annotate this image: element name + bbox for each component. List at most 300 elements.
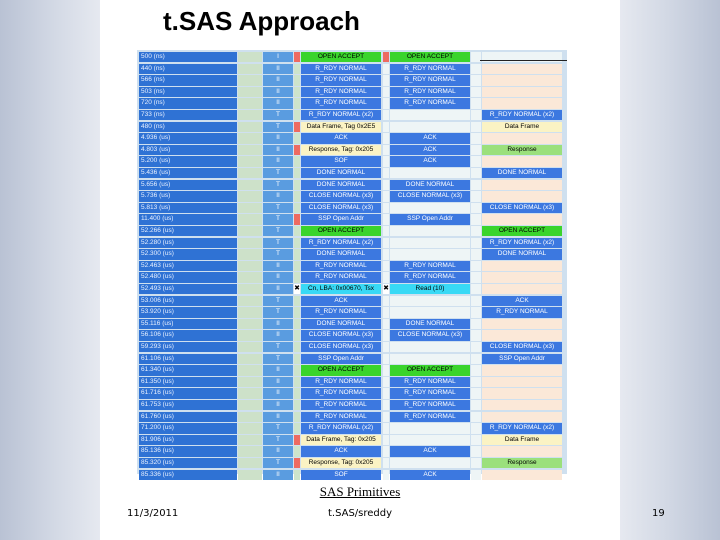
trace-primitive-c[interactable] (482, 400, 562, 410)
trace-row[interactable] (137, 214, 567, 226)
trace-row[interactable] (137, 75, 567, 87)
trace-time-cell[interactable]: 85.320 (us) (139, 458, 237, 468)
trace-primitive-b[interactable]: ACK (390, 145, 470, 155)
trace-primitive-b[interactable] (390, 122, 470, 132)
trace-primitive-b[interactable]: R_RDY NORMAL (390, 412, 470, 422)
trace-time-cell[interactable]: 52.280 (us) (139, 238, 237, 248)
trace-row[interactable] (137, 330, 567, 342)
trace-primitive-b[interactable]: CLOSE NORMAL (x3) (390, 330, 470, 340)
trace-primitive-b[interactable]: R_RDY NORMAL (390, 377, 470, 387)
link-marker-icon (294, 75, 300, 85)
trace-primitive-c[interactable]: CLOSE NORMAL (x3) (482, 203, 562, 213)
link-marker-icon (383, 168, 389, 178)
trace-time-cell[interactable]: 85.136 (us) (139, 446, 237, 456)
trace-primitive-c[interactable]: CLOSE NORMAL (x3) (482, 342, 562, 352)
trace-row[interactable] (137, 470, 567, 482)
link-marker-icon (383, 122, 389, 132)
trace-primitive-b[interactable]: R_RDY NORMAL (390, 87, 470, 97)
trace-primitive-a[interactable]: Data Frame, Tag 0x2E5 (301, 122, 381, 132)
trace-direction-cell[interactable]: T (263, 168, 293, 178)
trace-direction-cell[interactable]: T (263, 458, 293, 468)
trace-time-cell[interactable]: 56.106 (us) (139, 330, 237, 340)
trace-direction-cell[interactable]: II (263, 284, 293, 294)
trace-direction-cell[interactable]: I (263, 52, 293, 62)
trace-spacer-cell (471, 446, 481, 456)
trace-primitive-c[interactable]: SSP Open Addr (482, 354, 562, 364)
trace-row[interactable] (137, 423, 567, 435)
trace-time-cell[interactable]: 440 (ns) (139, 64, 237, 74)
link-marker-icon (383, 272, 389, 282)
trace-primitive-a[interactable]: OPEN ACCEPT (301, 365, 381, 375)
trace-primitive-a[interactable]: Response, Tag: 0x205 (301, 145, 381, 155)
trace-row[interactable] (137, 238, 567, 250)
trace-primitive-a[interactable]: R_RDY NORMAL (x2) (301, 238, 381, 248)
trace-direction-cell[interactable]: II (263, 261, 293, 271)
trace-spacer-cell (238, 365, 262, 375)
trace-direction-cell[interactable]: T (263, 110, 293, 120)
trace-direction-cell[interactable]: T (263, 203, 293, 213)
trace-spacer-cell (238, 52, 262, 62)
trace-direction-cell[interactable]: T (263, 296, 293, 306)
close-marker-icon: ✖ (383, 284, 389, 294)
link-marker-icon (383, 446, 389, 456)
trace-primitive-c[interactable]: DONE NORMAL (482, 168, 562, 178)
trace-spacer-cell (471, 307, 481, 317)
trace-row[interactable] (137, 365, 567, 377)
trace-direction-cell[interactable]: II (263, 412, 293, 422)
link-marker-icon (383, 191, 389, 201)
trace-primitive-c[interactable]: R_RDY NORMAL (x2) (482, 423, 562, 433)
link-marker-icon (294, 145, 300, 155)
trace-spacer-cell (238, 423, 262, 433)
trace-direction-cell[interactable]: II (263, 446, 293, 456)
trace-primitive-a[interactable]: R_RDY NORMAL (301, 400, 381, 410)
trace-primitive-b[interactable] (390, 296, 470, 306)
close-marker-icon: ✖ (294, 284, 300, 294)
trace-primitive-c[interactable] (482, 272, 562, 282)
trace-row[interactable] (137, 458, 567, 470)
trace-time-cell[interactable]: 4.803 (us) (139, 145, 237, 155)
trace-row[interactable] (137, 133, 567, 145)
link-marker-icon (294, 365, 300, 375)
trace-primitive-b[interactable]: ACK (390, 446, 470, 456)
trace-primitive-c[interactable] (482, 412, 562, 422)
trace-time-cell[interactable]: 52.266 (us) (139, 226, 237, 236)
trace-spacer-cell (471, 226, 481, 236)
link-marker-icon (383, 354, 389, 364)
trace-primitive-b[interactable]: OPEN ACCEPT (390, 365, 470, 375)
trace-spacer-cell (471, 412, 481, 422)
trace-spacer-cell (471, 319, 481, 329)
trace-primitive-b[interactable]: R_RDY NORMAL (390, 400, 470, 410)
trace-primitive-a[interactable]: DONE NORMAL (301, 180, 381, 190)
trace-row[interactable] (137, 180, 567, 192)
trace-direction-cell[interactable]: II (263, 64, 293, 74)
trace-row[interactable] (137, 110, 567, 122)
trace-time-cell[interactable]: 59.293 (us) (139, 342, 237, 352)
trace-row[interactable] (137, 446, 567, 458)
trace-time-cell[interactable]: 720 (ns) (139, 98, 237, 108)
trace-row[interactable] (137, 156, 567, 168)
trace-time-cell[interactable]: 85.336 (us) (139, 470, 237, 480)
trace-row[interactable] (137, 354, 567, 366)
trace-direction-cell[interactable]: T (263, 307, 293, 317)
trace-spacer-cell (238, 226, 262, 236)
trace-primitive-a[interactable]: Response, Tag: 0x205 (301, 458, 381, 468)
link-marker-icon (383, 388, 389, 398)
link-marker-icon (294, 191, 300, 201)
trace-primitive-a[interactable]: OPEN ACCEPT (301, 226, 381, 236)
trace-primitive-a[interactable]: R_RDY NORMAL (301, 261, 381, 271)
trace-primitive-b[interactable]: ACK (390, 470, 470, 480)
trace-direction-cell[interactable]: T (263, 249, 293, 259)
trace-primitive-b[interactable]: CLOSE NORMAL (x3) (390, 191, 470, 201)
trace-primitive-c[interactable] (482, 365, 562, 375)
trace-primitive-c[interactable] (482, 191, 562, 201)
trace-primitive-a[interactable]: CLOSE NORMAL (x3) (301, 191, 381, 201)
trace-row[interactable] (137, 64, 567, 76)
trace-primitive-a[interactable]: ACK (301, 133, 381, 143)
trace-primitive-a[interactable]: R_RDY NORMAL (301, 87, 381, 97)
trace-primitive-c[interactable]: Response (482, 145, 562, 155)
link-marker-icon (294, 203, 300, 213)
trace-primitive-c[interactable]: Data Frame (482, 122, 562, 132)
link-marker-icon (383, 365, 389, 375)
trace-primitive-b[interactable]: Read (10) (390, 284, 470, 294)
trace-primitive-c[interactable] (482, 284, 562, 294)
trace-primitive-c[interactable] (482, 180, 562, 190)
trace-direction-cell[interactable]: T (263, 180, 293, 190)
trace-direction-cell[interactable]: T (263, 354, 293, 364)
slide-left-gradient (0, 0, 100, 540)
trace-time-cell[interactable]: 53.006 (us) (139, 296, 237, 306)
trace-row[interactable] (137, 400, 567, 412)
trace-primitive-b[interactable]: SSP Open Addr (390, 214, 470, 224)
trace-time-cell[interactable]: 53.920 (us) (139, 307, 237, 317)
trace-row[interactable] (137, 122, 567, 134)
trace-row[interactable] (137, 87, 567, 99)
trace-primitive-a[interactable]: SOF (301, 156, 381, 166)
trace-primitive-b[interactable] (390, 423, 470, 433)
trace-primitive-c[interactable]: R_RDY NORMAL (x2) (482, 238, 562, 248)
trace-row[interactable] (137, 307, 567, 319)
link-marker-icon (294, 458, 300, 468)
trace-primitive-a[interactable]: CLOSE NORMAL (x3) (301, 330, 381, 340)
link-marker-icon (294, 122, 300, 132)
figure-caption: SAS Primitives (319, 484, 401, 499)
trace-primitive-b[interactable]: DONE NORMAL (390, 180, 470, 190)
trace-direction-cell[interactable]: II (263, 87, 293, 97)
trace-primitive-a[interactable]: R_RDY NORMAL (x2) (301, 110, 381, 120)
trace-primitive-a[interactable]: R_RDY NORMAL (301, 307, 381, 317)
trace-row[interactable] (137, 342, 567, 354)
trace-primitive-b[interactable] (390, 249, 470, 259)
trace-spacer-cell (238, 191, 262, 201)
trace-direction-cell[interactable]: II (263, 98, 293, 108)
link-marker-icon (294, 133, 300, 143)
trace-direction-cell[interactable]: II (263, 470, 293, 480)
trace-direction-cell[interactable]: II (263, 133, 293, 143)
trace-spacer-cell (471, 458, 481, 468)
link-marker-icon (294, 307, 300, 317)
trace-time-cell[interactable]: 52.480 (us) (139, 272, 237, 282)
trace-time-cell[interactable]: 480 (ns) (139, 122, 237, 132)
trace-time-cell[interactable]: 5.656 (us) (139, 180, 237, 190)
link-marker-icon (383, 180, 389, 190)
trace-primitive-c[interactable]: ACK (482, 296, 562, 306)
trace-spacer-cell (238, 110, 262, 120)
trace-spacer-cell (471, 214, 481, 224)
trace-primitive-b[interactable] (390, 238, 470, 248)
trace-primitive-c[interactable] (482, 156, 562, 166)
trace-primitive-a[interactable]: OPEN ACCEPT (301, 52, 381, 62)
trace-time-cell[interactable]: 11.400 (us) (139, 214, 237, 224)
link-marker-icon (383, 75, 389, 85)
trace-primitive-b[interactable]: R_RDY NORMAL (390, 64, 470, 74)
trace-primitive-a[interactable]: ACK (301, 446, 381, 456)
link-marker-icon (294, 470, 300, 480)
trace-direction-cell[interactable]: II (263, 272, 293, 282)
trace-time-cell[interactable]: 733 (ns) (139, 110, 237, 120)
trace-row[interactable] (137, 319, 567, 331)
link-marker-icon (294, 296, 300, 306)
trace-primitive-c[interactable] (482, 98, 562, 108)
link-marker-icon (383, 319, 389, 329)
trace-primitive-a[interactable]: DONE NORMAL (301, 249, 381, 259)
trace-direction-cell[interactable]: II (263, 319, 293, 329)
trace-direction-cell[interactable]: II (263, 145, 293, 155)
trace-primitive-c[interactable]: OPEN ACCEPT (482, 226, 562, 236)
trace-spacer-cell (471, 470, 481, 480)
trace-primitive-c[interactable] (482, 261, 562, 271)
trace-spacer-cell (238, 435, 262, 445)
trace-row[interactable] (137, 296, 567, 308)
link-marker-icon (294, 64, 300, 74)
trace-direction-cell[interactable]: II (263, 388, 293, 398)
trace-direction-cell[interactable]: T (263, 226, 293, 236)
trace-primitive-b[interactable]: R_RDY NORMAL (390, 388, 470, 398)
link-marker-icon (294, 98, 300, 108)
trace-primitive-a[interactable]: R_RDY NORMAL (301, 64, 381, 74)
trace-primitive-b[interactable] (390, 307, 470, 317)
trace-spacer-cell (471, 423, 481, 433)
trace-time-cell[interactable]: 500 (ns) (139, 52, 237, 62)
trace-primitive-b[interactable]: ACK (390, 156, 470, 166)
trace-primitive-c[interactable] (482, 214, 562, 224)
trace-primitive-a[interactable]: R_RDY NORMAL (301, 388, 381, 398)
trace-row[interactable] (137, 168, 567, 180)
trace-time-cell[interactable]: 52.300 (us) (139, 249, 237, 259)
trace-time-cell[interactable]: 52.463 (us) (139, 261, 237, 271)
trace-time-cell[interactable]: 61.106 (us) (139, 354, 237, 364)
trace-time-cell[interactable]: 566 (ns) (139, 75, 237, 85)
trace-time-cell[interactable]: 71.200 (us) (139, 423, 237, 433)
trace-primitive-a[interactable]: SOF (301, 470, 381, 480)
link-marker-icon (294, 272, 300, 282)
trace-primitive-c[interactable]: Data Frame (482, 435, 562, 445)
trace-row[interactable] (137, 203, 567, 215)
trace-direction-cell[interactable]: II (263, 377, 293, 387)
trace-primitive-b[interactable]: R_RDY NORMAL (390, 272, 470, 282)
trace-row[interactable] (137, 435, 567, 447)
trace-primitive-c[interactable]: R_RDY NORMAL (x2) (482, 110, 562, 120)
trace-spacer-cell (471, 296, 481, 306)
trace-primitive-b[interactable] (390, 342, 470, 352)
trace-spacer-cell (238, 98, 262, 108)
trace-primitive-a[interactable]: SSP Open Addr (301, 214, 381, 224)
trace-time-cell[interactable]: 5.200 (us) (139, 156, 237, 166)
trace-time-cell[interactable]: 5.736 (us) (139, 191, 237, 201)
trace-spacer-cell (238, 168, 262, 178)
trace-primitive-c[interactable] (482, 377, 562, 387)
trace-row[interactable] (137, 412, 567, 424)
trace-spacer-cell (471, 191, 481, 201)
trace-row[interactable] (137, 284, 567, 296)
trace-primitive-a[interactable]: R_RDY NORMAL (301, 412, 381, 422)
trace-primitive-a[interactable]: R_RDY NORMAL (301, 377, 381, 387)
trace-direction-cell[interactable]: II (263, 191, 293, 201)
trace-primitive-c[interactable] (482, 388, 562, 398)
trace-spacer-cell (471, 388, 481, 398)
link-marker-icon (383, 412, 389, 422)
trace-primitive-c[interactable] (482, 446, 562, 456)
trace-primitive-c[interactable]: R_RDY NORMAL (482, 307, 562, 317)
trace-direction-cell[interactable]: T (263, 214, 293, 224)
trace-primitive-a[interactable]: R_RDY NORMAL (x2) (301, 423, 381, 433)
trace-time-cell[interactable]: 4.936 (us) (139, 133, 237, 143)
trace-primitive-b[interactable]: OPEN ACCEPT (390, 52, 470, 62)
trace-primitive-c[interactable] (482, 75, 562, 85)
trace-time-cell[interactable]: 61.340 (us) (139, 365, 237, 375)
trace-time-cell[interactable]: 503 (ns) (139, 87, 237, 97)
trace-primitive-a[interactable]: DONE NORMAL (301, 319, 381, 329)
trace-primitive-c[interactable]: Response (482, 458, 562, 468)
trace-time-cell[interactable]: 61.350 (us) (139, 377, 237, 387)
trace-primitive-b[interactable] (390, 458, 470, 468)
trace-primitive-c[interactable]: DONE NORMAL (482, 249, 562, 259)
trace-row[interactable] (137, 226, 567, 238)
link-marker-icon (294, 435, 300, 445)
trace-direction-cell[interactable]: T (263, 342, 293, 352)
link-marker-icon (383, 133, 389, 143)
trace-spacer-cell (471, 400, 481, 410)
trace-primitive-b[interactable] (390, 435, 470, 445)
trace-time-cell[interactable]: 81.906 (us) (139, 435, 237, 445)
trace-primitive-b[interactable]: R_RDY NORMAL (390, 261, 470, 271)
trace-direction-cell[interactable]: II (263, 75, 293, 85)
link-marker-icon (383, 214, 389, 224)
link-marker-icon (294, 423, 300, 433)
trace-time-cell[interactable]: 61.753 (us) (139, 400, 237, 410)
trace-primitive-a[interactable]: Cn, LBA: 0x00670, Tsx (301, 284, 381, 294)
trace-spacer-cell (238, 87, 262, 97)
trace-spacer-cell (471, 87, 481, 97)
trace-direction-cell[interactable]: II (263, 330, 293, 340)
trace-time-cell[interactable]: 5.436 (us) (139, 168, 237, 178)
trace-primitive-a[interactable]: CLOSE NORMAL (x3) (301, 342, 381, 352)
trace-primitive-a[interactable]: R_RDY NORMAL (301, 98, 381, 108)
trace-time-cell[interactable]: 61.716 (us) (139, 388, 237, 398)
trace-direction-cell[interactable]: II (263, 400, 293, 410)
trace-primitive-b[interactable]: R_RDY NORMAL (390, 75, 470, 85)
trace-spacer-cell (238, 284, 262, 294)
trace-row[interactable] (137, 98, 567, 110)
trace-primitive-b[interactable]: DONE NORMAL (390, 319, 470, 329)
link-marker-icon (383, 261, 389, 271)
link-marker-icon (383, 423, 389, 433)
trace-row[interactable] (137, 388, 567, 400)
trace-primitive-c[interactable] (482, 87, 562, 97)
trace-primitive-a[interactable]: Data Frame, Tag: 0x205 (301, 435, 381, 445)
trace-spacer-cell (238, 75, 262, 85)
trace-primitive-c[interactable] (482, 64, 562, 74)
trace-direction-cell[interactable]: II (263, 156, 293, 166)
trace-primitive-b[interactable]: R_RDY NORMAL (390, 98, 470, 108)
trace-spacer-cell (238, 342, 262, 352)
trace-row[interactable] (137, 145, 567, 157)
trace-direction-cell[interactable]: II (263, 365, 293, 375)
trace-primitive-a[interactable]: DONE NORMAL (301, 168, 381, 178)
trace-time-cell[interactable]: 55.116 (us) (139, 319, 237, 329)
trace-primitive-b[interactable] (390, 168, 470, 178)
trace-primitive-c[interactable] (482, 319, 562, 329)
trace-time-cell[interactable]: 52.493 (us) (139, 284, 237, 294)
link-marker-icon (294, 180, 300, 190)
link-marker-icon (294, 400, 300, 410)
link-marker-icon (383, 435, 389, 445)
trace-spacer-cell (238, 446, 262, 456)
trace-primitive-c[interactable] (482, 133, 562, 143)
trace-direction-cell[interactable]: T (263, 122, 293, 132)
trace-primitive-b[interactable] (390, 203, 470, 213)
trace-spacer-cell (471, 284, 481, 294)
trace-spacer-cell (238, 133, 262, 143)
trace-spacer-cell (471, 377, 481, 387)
trace-row[interactable] (137, 261, 567, 273)
link-marker-icon (294, 214, 300, 224)
trace-direction-cell[interactable]: T (263, 238, 293, 248)
trace-primitive-a[interactable]: R_RDY NORMAL (301, 272, 381, 282)
slide-right-gradient (620, 0, 720, 540)
trace-time-cell[interactable]: 5.813 (us) (139, 203, 237, 213)
trace-primitive-a[interactable]: CLOSE NORMAL (x3) (301, 203, 381, 213)
trace-primitive-b[interactable] (390, 354, 470, 364)
link-marker-icon (383, 342, 389, 352)
trace-row[interactable] (137, 377, 567, 389)
trace-row[interactable] (137, 272, 567, 284)
trace-row[interactable] (137, 249, 567, 261)
trace-spacer-cell (471, 330, 481, 340)
trace-primitive-b[interactable] (390, 226, 470, 236)
trace-time-cell[interactable]: 61.760 (us) (139, 412, 237, 422)
trace-direction-cell[interactable]: T (263, 435, 293, 445)
link-marker-icon (383, 226, 389, 236)
link-marker-icon (294, 319, 300, 329)
trace-row[interactable] (137, 191, 567, 203)
trace-primitive-a[interactable]: R_RDY NORMAL (301, 75, 381, 85)
trace-row[interactable] (137, 52, 567, 64)
link-marker-icon (294, 168, 300, 178)
trace-primitive-b[interactable] (390, 110, 470, 120)
trace-primitive-a[interactable]: ACK (301, 296, 381, 306)
trace-direction-cell[interactable]: T (263, 423, 293, 433)
trace-primitive-b[interactable]: ACK (390, 133, 470, 143)
link-marker-icon (383, 249, 389, 259)
trace-primitive-a[interactable]: SSP Open Addr (301, 354, 381, 364)
trace-spacer-cell (471, 168, 481, 178)
trace-primitive-c[interactable] (482, 330, 562, 340)
trace-primitive-c[interactable] (482, 470, 562, 480)
